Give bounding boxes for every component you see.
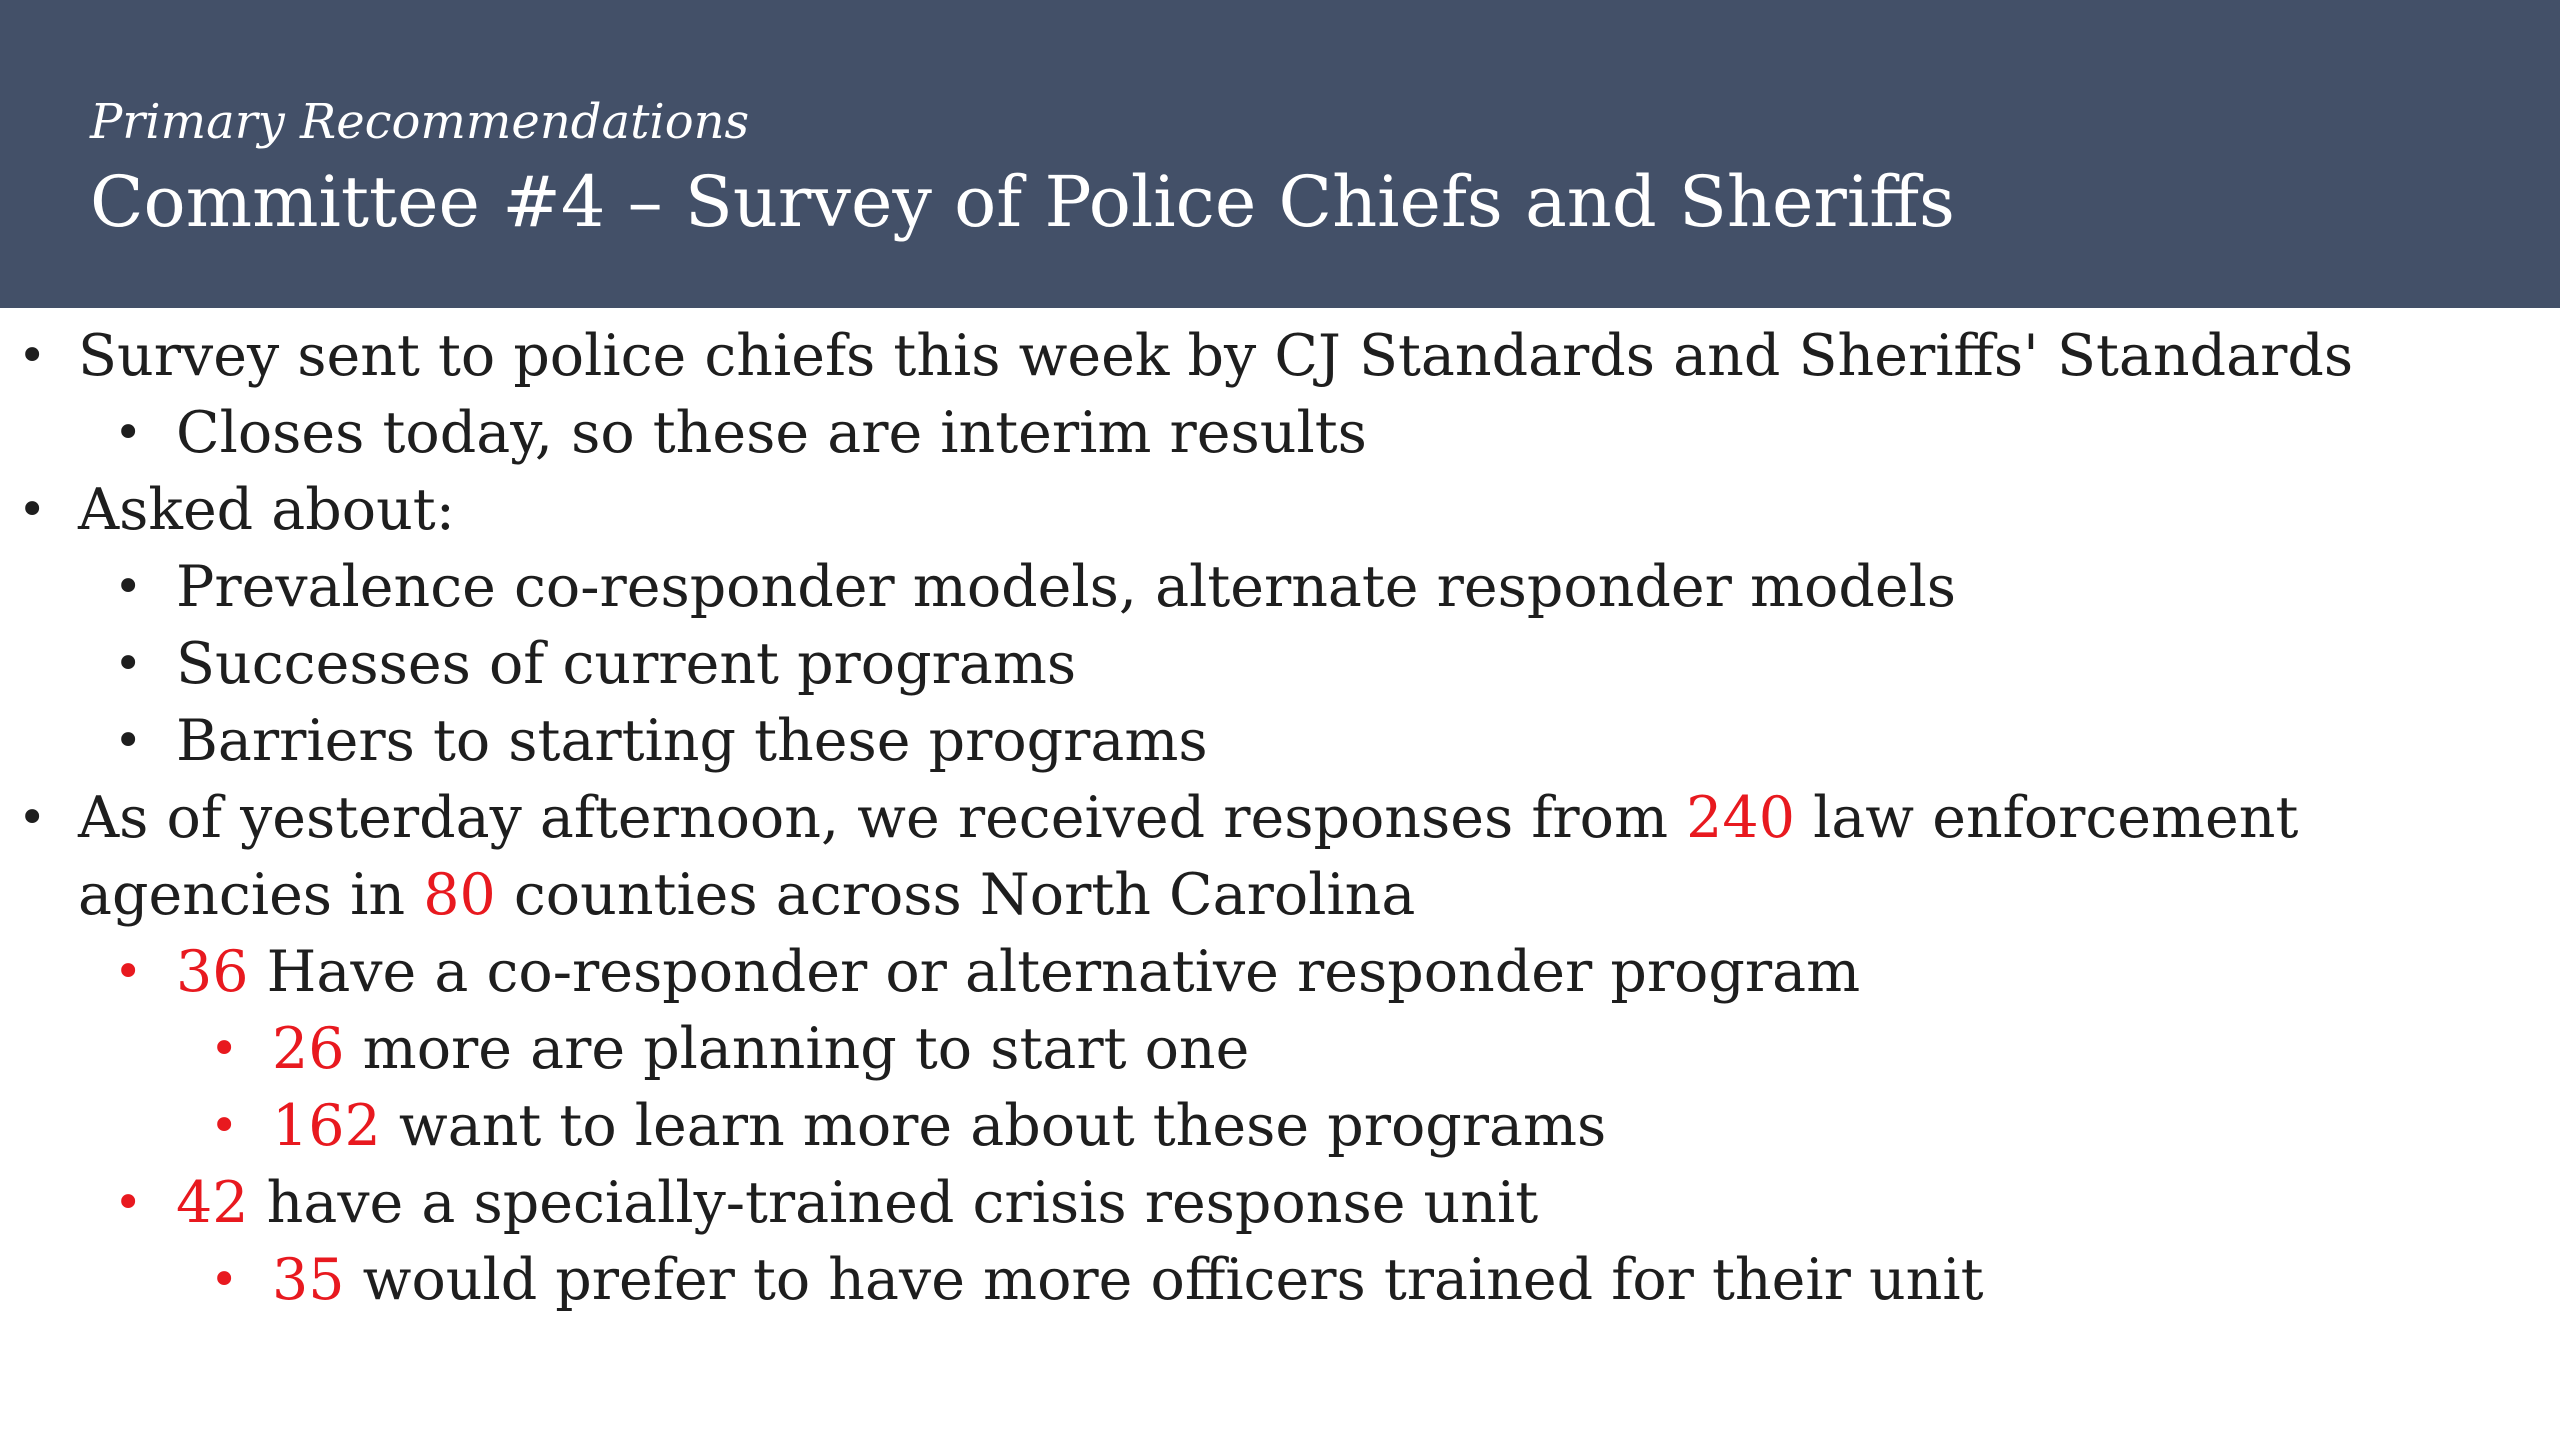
- bullet-text: counties across North Carolina: [495, 862, 1416, 928]
- bullet-dot: •: [18, 790, 47, 846]
- bullet-responses: [0, 780, 2560, 934]
- bullet-dot: •: [210, 1021, 239, 1077]
- bullet-dot: •: [114, 944, 143, 1000]
- bullet-text: Survey sent to police chiefs this week by CJ Standards and Sheriffs' Standards: [78, 323, 2354, 389]
- bullet-text: Successes of current programs: [176, 631, 1077, 697]
- bullet-text: law enforcement: [1794, 785, 2299, 851]
- bullet-text: agencies in: [78, 862, 424, 928]
- bullet-text: Have a co-responder or alternative responder program: [248, 939, 1861, 1005]
- bullet-asked-about: [0, 472, 2560, 549]
- bullet-survey-sent: [0, 318, 2560, 395]
- bullet-dot: •: [210, 1098, 239, 1154]
- bullet-barriers: [0, 703, 2560, 780]
- bullet-planning: [0, 1011, 2560, 1088]
- bullet-dot: •: [114, 713, 143, 769]
- slide-header: [0, 0, 2560, 308]
- bullet-text: As of yesterday afternoon, we received responses from: [78, 785, 1687, 851]
- highlight-number: 26: [272, 1016, 345, 1082]
- bullet-text: Prevalence co-responder models, alternate responder models: [176, 554, 1957, 620]
- highlight-number: 42: [176, 1170, 249, 1236]
- bullet-prevalence: [0, 549, 2560, 626]
- slide-subtitle: Primary Recommendations: [90, 94, 750, 150]
- highlight-number: 35: [272, 1247, 345, 1313]
- bullet-more-officers: [0, 1242, 2560, 1319]
- bullet-text: would prefer to have more officers trained for their unit: [344, 1247, 1984, 1313]
- bullet-text: Closes today, so these are interim results: [176, 400, 1367, 466]
- bullet-crisis-unit: [0, 1165, 2560, 1242]
- highlight-number: 80: [423, 862, 496, 928]
- bullet-dot: •: [18, 482, 47, 538]
- bullet-text: Barriers to starting these programs: [176, 708, 1208, 774]
- bullet-text: more are planning to start one: [344, 1016, 1250, 1082]
- bullet-text: Asked about:: [78, 477, 455, 543]
- bullet-text: want to learn more about these programs: [380, 1093, 1607, 1159]
- bullet-successes: [0, 626, 2560, 703]
- bullet-dot: •: [114, 405, 143, 461]
- bullet-closes-today: [0, 395, 2560, 472]
- highlight-number: 36: [176, 939, 249, 1005]
- slide-title: Committee #4 – Survey of Police Chiefs and Sheriffs: [90, 161, 1955, 243]
- bullet-learn-more: [0, 1088, 2560, 1165]
- bullet-dot: •: [114, 1175, 143, 1231]
- highlight-number: 240: [1686, 785, 1795, 851]
- bullet-dot: •: [18, 328, 47, 384]
- bullet-dot: •: [210, 1252, 239, 1308]
- slide-body: [0, 318, 2560, 1319]
- bullet-dot: •: [114, 559, 143, 615]
- bullet-text: have a specially-trained crisis response unit: [248, 1170, 1539, 1236]
- bullet-dot: •: [114, 636, 143, 692]
- highlight-number: 162: [272, 1093, 381, 1159]
- bullet-have-program: [0, 934, 2560, 1011]
